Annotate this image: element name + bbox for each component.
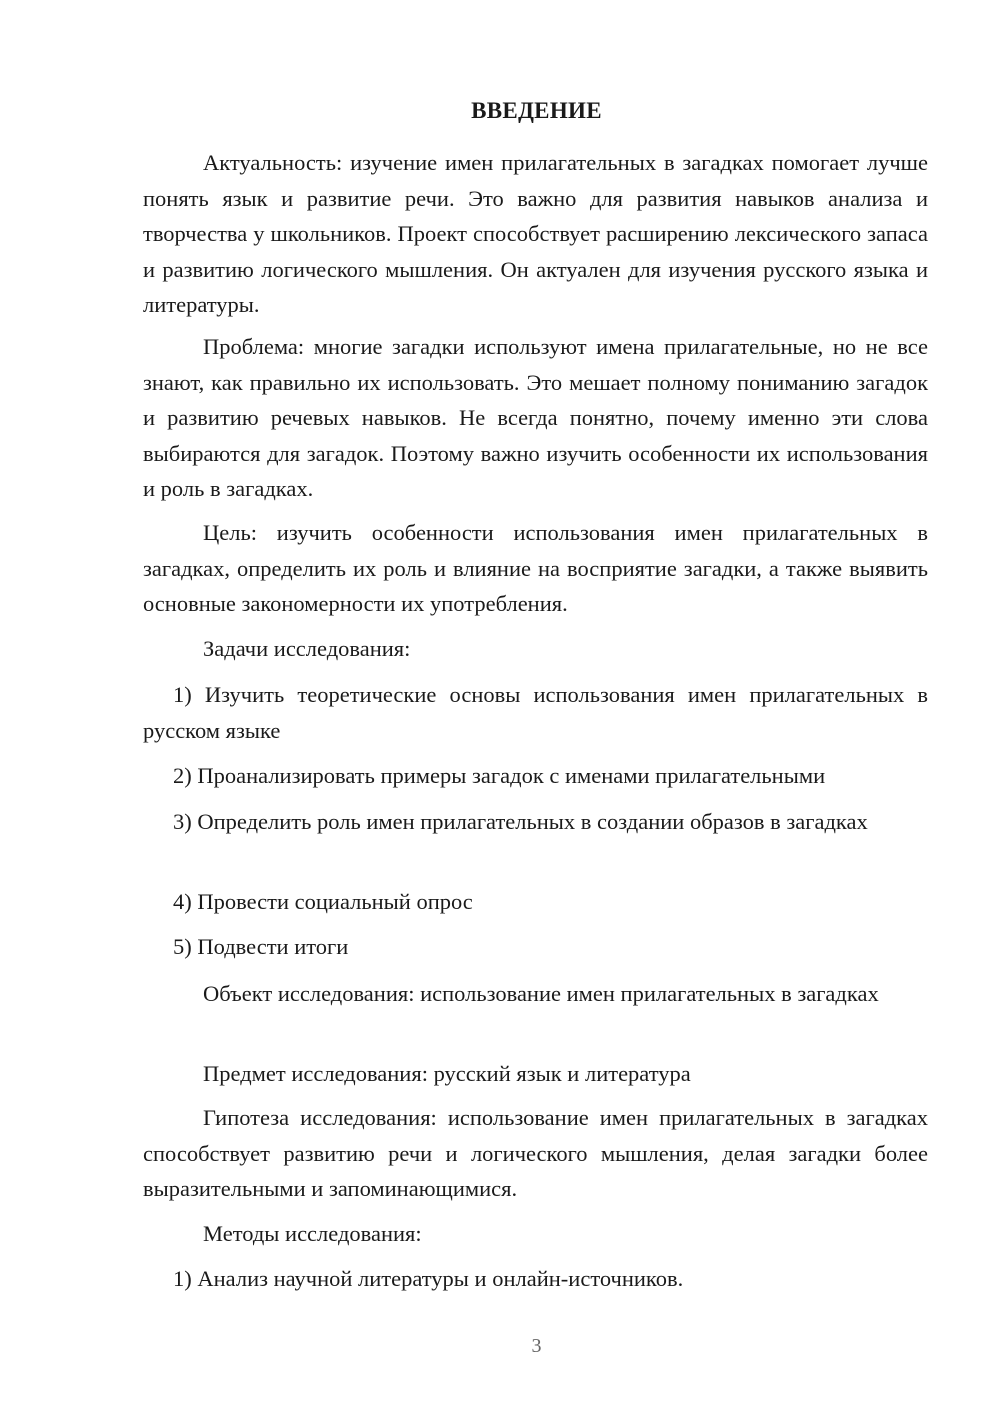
- paragraph-relevance: Актуальность: изучение имен прилагательных в загадках помогает лучше понять язык и развитие речи. Это важно для развития навыков анализа и творчества у школьников. Проект способствует расширению лексического запаса и развитию логического мышления. Он актуален для изучения русского языка и литературы.: [143, 150, 928, 318]
- task-item-3: 3) Определить роль имен прилагательных в создании образов в загадках: [173, 809, 868, 834]
- methods-heading: Методы исследования:: [203, 1221, 422, 1246]
- paragraph-hypothesis: Гипотеза исследования: использование имен прилагательных в загадках способствует развитию речи и логического мышления, делая загадки более выразительными и запоминающимися.: [143, 1105, 928, 1202]
- task-item-4: 4) Провести социальный опрос: [173, 889, 473, 914]
- task-item-2: 2) Проанализировать примеры загадок с именами прилагательными: [173, 763, 826, 788]
- method-item-1: 1) Анализ научной литературы и онлайн-источников.: [173, 1266, 684, 1291]
- task-item-5: 5) Подвести итоги: [173, 934, 349, 959]
- paragraph-subject: Предмет исследования: русский язык и литература: [203, 1061, 691, 1086]
- paragraph-problem: Проблема: многие загадки используют имена прилагательные, но не все знают, как правильно их использовать. Это мешает полному пониманию загадок и развитию речевых навыков. Не всегда понятно, почему именно эти слова выбираются для загадок. Поэтому важно изучить особенности их использования и роль в загадках.: [143, 334, 928, 502]
- task-item-1: 1) Изучить теоретические основы использования имен прилагательных в русском языке: [143, 682, 928, 743]
- paragraph-goal: Цель: изучить особенности использования имен прилагательных в загадках, определить их роль и влияние на восприятие загадки, а также выявить основные закономерности их употребления.: [143, 520, 928, 617]
- paragraph-object: Объект исследования: использование имен прилагательных в загадках: [203, 981, 879, 1006]
- tasks-heading: Задачи исследования:: [203, 636, 411, 661]
- page-number: 3: [531, 1335, 542, 1357]
- page-title: ВВЕДЕНИЕ: [471, 98, 602, 123]
